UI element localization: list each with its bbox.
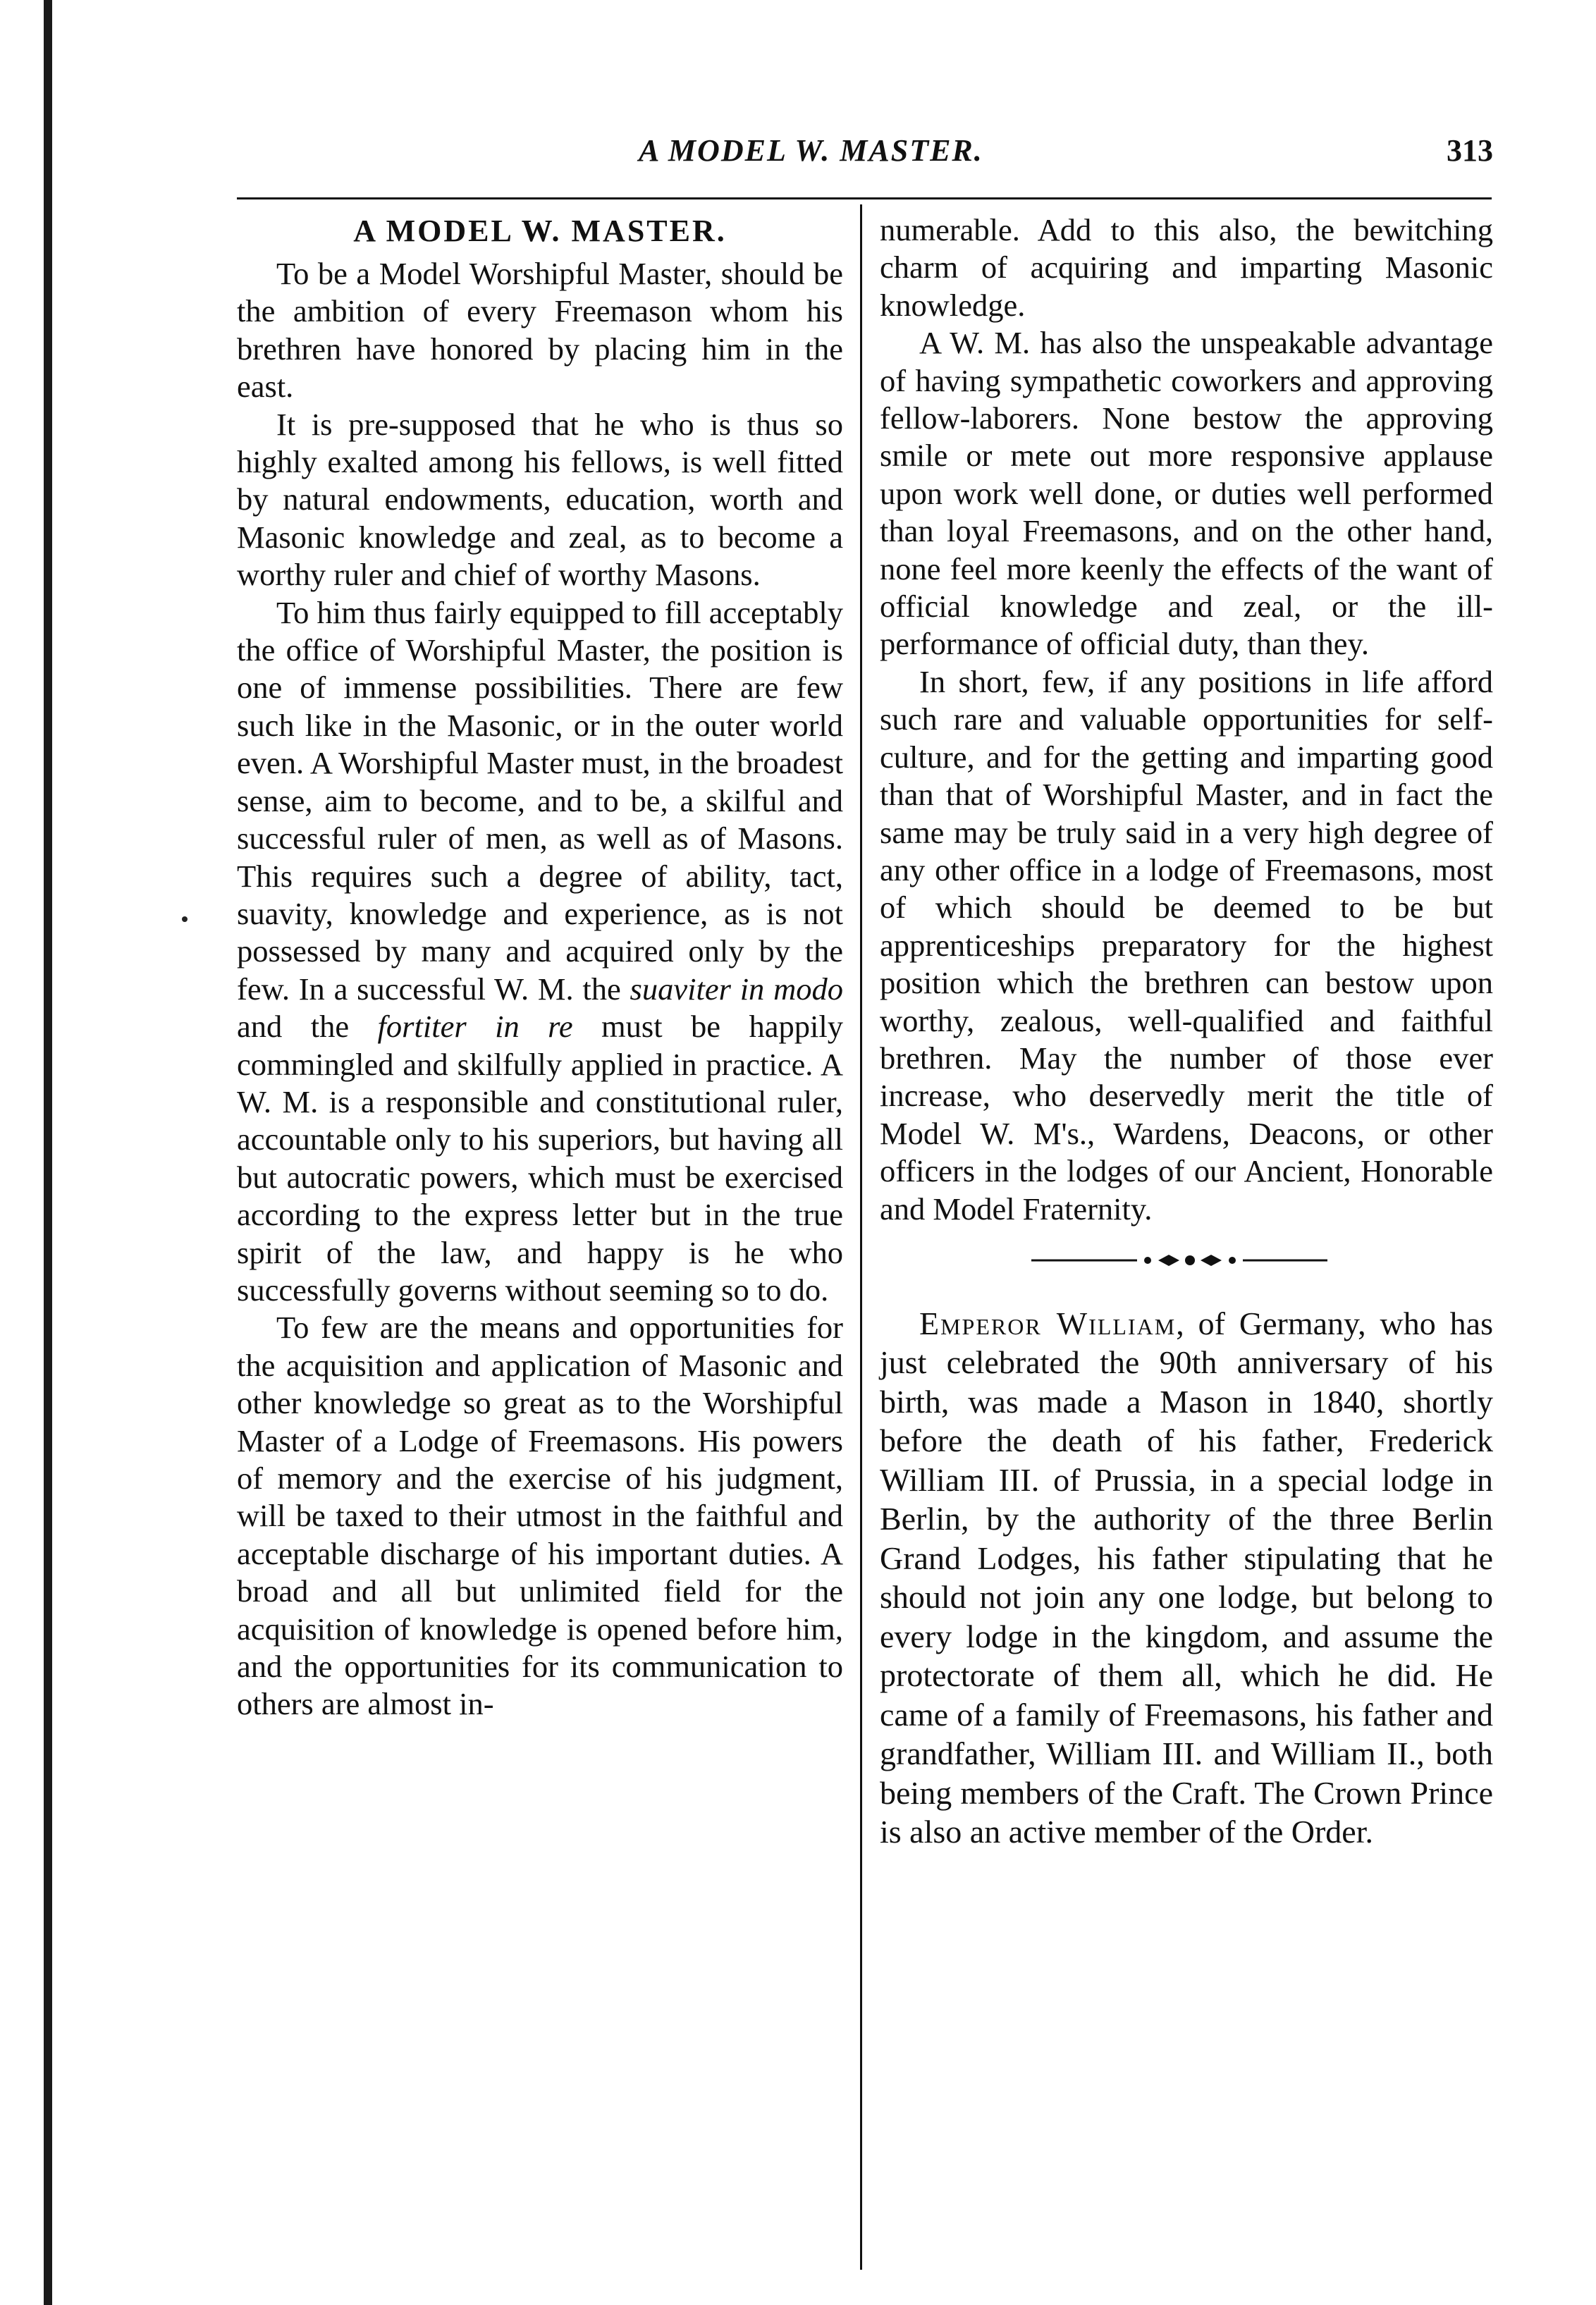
ink-speck [182,916,188,922]
news-paragraph [880,1304,1493,1852]
paragraph: To few are the means and opportunities for the acquisition and application of Masonic and other knowledge so great as to the Worshipful Master of a Lodge of Freemasons. His powers of memory and the exercise of his judgment, will be taxed to their utmost in the faithful and acceptable discharge of his important duties. A broad and all but unlimited field for the acquisition of knowledge is opened before him, and the opportunities for its communication to others are almost in- [237,1310,843,1722]
paragraph-text: must be happily commingled and skilfully applied in practice. A W. M. is a responsible and constitutional ruler, accountable only to his superiors, but having all but autocratic powers, which must be exercised according to the express letter but in the true spirit of the law, and happy is he who successfully governs without seeming so to do. [237,1009,843,1308]
paragraph-text: and the [237,1009,378,1045]
latin-phrase: suaviter in modo [630,971,843,1007]
latin-phrase: fortiter in re [377,1009,573,1045]
page-number: 313 [1447,133,1493,168]
ornament-rule-icon [1031,1252,1327,1269]
news-lead-name: Emperor William [919,1305,1177,1341]
page-binding-edge [44,0,52,2305]
paragraph: numerable. Add to this also, the bewitching charm of acquiring and imparting Masonic knowledge. [880,212,1493,323]
section-ornament [880,1239,1493,1284]
paragraph: A W. M. has also the unspeakable advantage of having sympathetic coworkers and approving fellow-laborers. None bestow the approving smile or mete out more responsive applause upon work well done, or duties well performed than loyal Freemasons, and on the other hand, none feel more keenly the effects of the want of official knowledge and zeal, or the ill-performance of official duty, than they. [880,325,1493,662]
paragraph [237,594,843,1310]
paragraph-text: To him thus fairly equipped to fill acceptably the office of Worshipful Master, the position is one of immense possibilities. There are few such like in the Masonic, or in the outer world even. A Worshipful Master must, in the broadest sense, aim to become, and to be, a skilful and successful ruler of men, as well as of Masons. This requires such a degree of ability, tact, suavity, knowledge and experience, as is not possessed by many and acquired only by the few. In a successful W. M. the [237,594,843,1007]
running-head-title: A MODEL W. MASTER. [639,133,983,168]
right-column [880,211,1493,1852]
paragraph: To be a Model Worshipful Master, should be the ambition of every Freemason whom his brethren have honored by placing him in the east. [237,256,843,405]
paragraph: In short, few, if any positions in life afford such rare and valuable opportunities for self-culture, and for the getting and imparting good than that of Worshipful Master, and in fact the same may be truly said in a very high degree of any other office in a lodge of Freemasons, most of which should be deemed to be but apprenticeships preparatory for the highest position which the brethren can bestow upon worthy, zealous, well-qualified and faithful brethren. May the number of those ever increase, who deservedly merit the title of Model W. M's., Wardens, Deacons, or other officers in the lodges of our Ancient, Honorable and Model Fraternity. [880,663,1493,1227]
header-rule [237,197,1492,199]
paragraph: It is pre-supposed that he who is thus so highly exalted among his fellows, is well fitted by natural endowments, education, worth and Masonic knowledge and zeal, as to become a worthy ruler and chief of worthy Masons. [237,406,843,593]
left-column [237,211,843,1723]
running-head [237,133,1506,183]
column-divider [860,204,862,2270]
article-title: A MODEL W. MASTER. [353,214,727,248]
news-text: , of Germany, who has just celebrated the 90th anniversary of his birth, was made a Mason in 1840, shortly before the death of his father, Frederick William III. of Prussia, in a special lodge in Berlin, by the authority of the three Berlin Grand Lodges, his father stipulating that he should not join any one lodge, but belong to every lodge in the kingdom, and assume the protectorate of them all, which he did. He came of a family of Freemasons, his father and grandfather, William III. and William II., both being members of the Craft. The Crown Prince is also an active member of the Order. [880,1305,1493,1850]
